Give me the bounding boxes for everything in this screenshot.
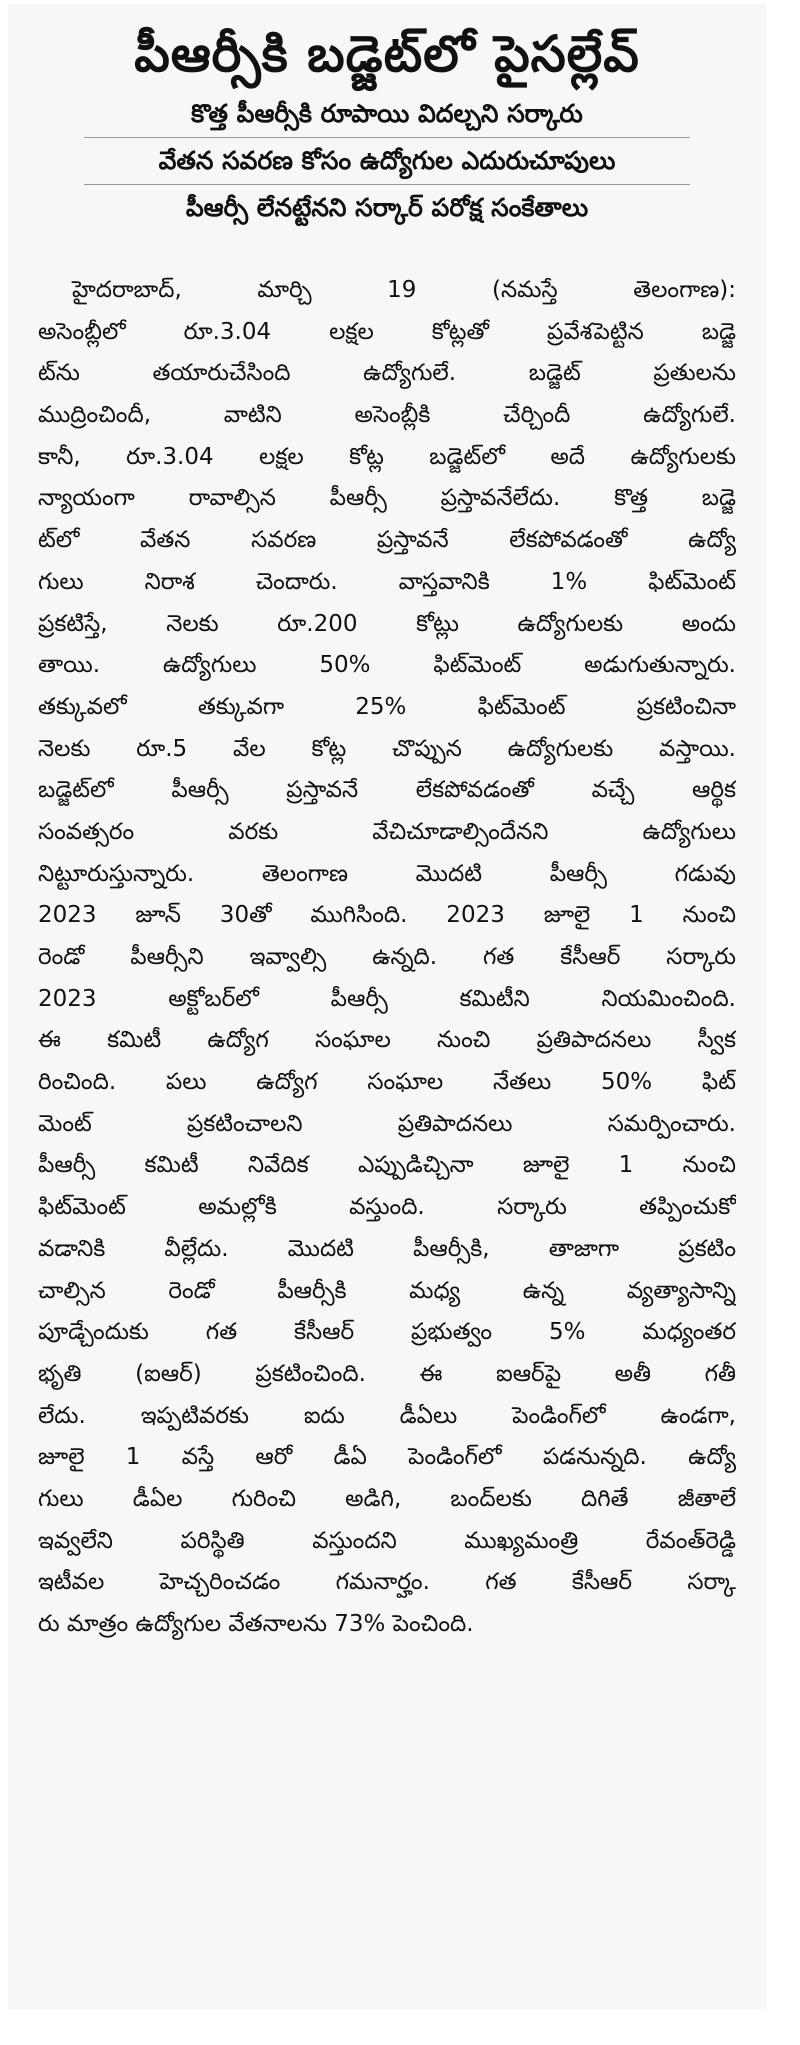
body-line: నెలకు రూ.5 వేల కోట్ల చొప్పున ఉద్యోగులకు వస్తాయి. — [38, 735, 736, 762]
body-line: అసెంబ్లీలో రూ.3.04 లక్షల కోట్లతో ప్రవేశపెట్టిన బడ్జె — [38, 318, 736, 345]
body-line: హైదరాబాద్, మార్చి 19 (నమస్తే తెలంగాణ): — [72, 277, 736, 303]
body-line: లేదు. ఇప్పటివరకు ఐదు డీఏలు పెండింగ్‌లో ఉండగా, — [38, 1402, 736, 1429]
body-line: ప్రకటిస్తే, నెలకు రూ.200 కోట్లు ఉద్యోగులకు అందు — [38, 610, 736, 637]
body-line: ఇటీవల హెచ్చరించడం గమనార్హం. గత కేసీఆర్ సర్కా — [38, 1569, 736, 1596]
body-line: ముద్రించిందీ, వాటిని అసెంబ్లీకి చేర్చిందీ ఉద్యోగులే. — [38, 402, 736, 429]
body-line: రెండో పీఆర్సీని ఇవ్వాల్సి ఉన్నది. గత కేసీఆర్ సర్కారు — [38, 944, 736, 970]
divider — [84, 137, 690, 138]
body-line: గులు డీఏల గురించి అడిగి, బంద్‌లకు దిగితే జీతాలే — [38, 1485, 736, 1512]
body-line: పీఆర్సీ కమిటీ నివేదిక ఎప్పుడిచ్చినా జూలై 1 నుంచి — [38, 1152, 736, 1179]
subheadline-3: పీఆర్సీ లేనట్టేనని సర్కార్ పరోక్ష సంకేతాలు — [185, 193, 589, 222]
body-line: ఈ కమిటీ ఉద్యోగ సంఘాల నుంచి ప్రతిపాదనలు స్వీక — [38, 1027, 736, 1054]
body-line: కానీ, రూ.3.04 లక్షల కోట్ల బడ్జెట్‌లో అదే ఉద్యోగులకు — [38, 443, 736, 470]
body-line: ట్‌ను తయారుచేసింది ఉద్యోగులే. బడ్జెట్ ప్రతులను — [38, 360, 736, 387]
body-line: నిట్టూరుస్తున్నారు. తెలంగాణ మొదటి పీఆర్సీ గడువు — [38, 860, 736, 887]
body-line: చాల్సిన రెండో పీఆర్సీకి మధ్య ఉన్న వ్యత్యాసాన్ని — [38, 1277, 736, 1304]
body-line: ట్‌లో వేతన సవరణ ప్రస్తావనే లేకపోవడంతో ఉద్యో — [38, 527, 736, 554]
body-line: రించింది. పలు ఉద్యోగ సంఘాల నేతలు 50% ఫిట్ — [38, 1069, 736, 1096]
body-line: పూడ్చేందుకు గత కేసీఆర్ ప్రభుత్వం 5% మధ్యంతర — [38, 1319, 736, 1346]
divider — [84, 184, 690, 185]
body-line: ఇవ్వలేని పరిస్థితి వస్తుందని ముఖ్యమంత్రి రేవంత్‌రెడ్డి — [38, 1527, 736, 1554]
body-line: న్యాయంగా రావాల్సిన పీఆర్సీ ప్రస్తావనేలేదు. కొత్త బడ్జె — [38, 485, 736, 512]
body-line: గులు నిరాశ చెందారు. వాస్తవానికి 1% ఫిట్‌మెంట్ — [38, 568, 736, 595]
subheadline-1: కొత్త పీఆర్సీకి రూపాయి విదల్చని సర్కారు — [191, 99, 583, 128]
body-line: తక్కువలో తక్కువగా 25% ఫిట్‌మెంట్ ప్రకటించినా — [38, 693, 736, 720]
body-line: సంవత్సరం వరకు వేచిచూడాల్సిందేనని ఉద్యోగులు — [38, 818, 736, 845]
body-line: రు మాత్రం ఉద్యోగుల వేతనాలను 73% పెంచింది. — [38, 1611, 474, 1637]
subheadline-2: వేతన సవరణ కోసం ఉద్యోగుల ఎదురుచూపులు — [158, 146, 616, 175]
body-line: 2023 అక్టోబర్‌లో పీఆర్సీ కమిటీని నియమించింది. — [38, 985, 736, 1012]
body-line: బడ్జెట్‌లో పీఆర్సీ ప్రస్తావనే లేకపోవడంతో వచ్చే ఆర్థిక — [38, 777, 736, 804]
headline: పీఆర్సీకి బడ్జెట్‌లో పైసల్లేవ్ — [134, 25, 640, 83]
body-line: ఫిట్‌మెంట్ అమల్లోకి వస్తుంది. సర్కారు తప్పించుకో — [38, 1194, 736, 1221]
body-line: 2023 జూన్ 30తో ముగిసింది. 2023 జూలై 1 నుంచి — [38, 902, 736, 929]
article-body — [34, 270, 740, 1646]
body-line: మెంట్ ప్రకటించాలని ప్రతిపాదనలు సమర్పించారు. — [38, 1110, 736, 1137]
body-line: జూలై 1 వస్తే ఆరో డీఏ పెండింగ్‌లో పడనున్నది. ఉద్యో — [38, 1444, 736, 1471]
body-line: వడానికి వీల్లేదు. మొదటి పీఆర్సీకి, తాజాగా ప్రకటిం — [38, 1235, 736, 1262]
body-line: భృతి (ఐఆర్) ప్రకటించింది. ఈ ఐఆర్‌పై అతీ గతీ — [38, 1360, 736, 1387]
newspaper-clipping — [8, 4, 766, 2009]
body-line: తాయి. ఉద్యోగులు 50% ఫిట్‌మెంట్ అడుగుతున్నారు. — [38, 652, 736, 679]
